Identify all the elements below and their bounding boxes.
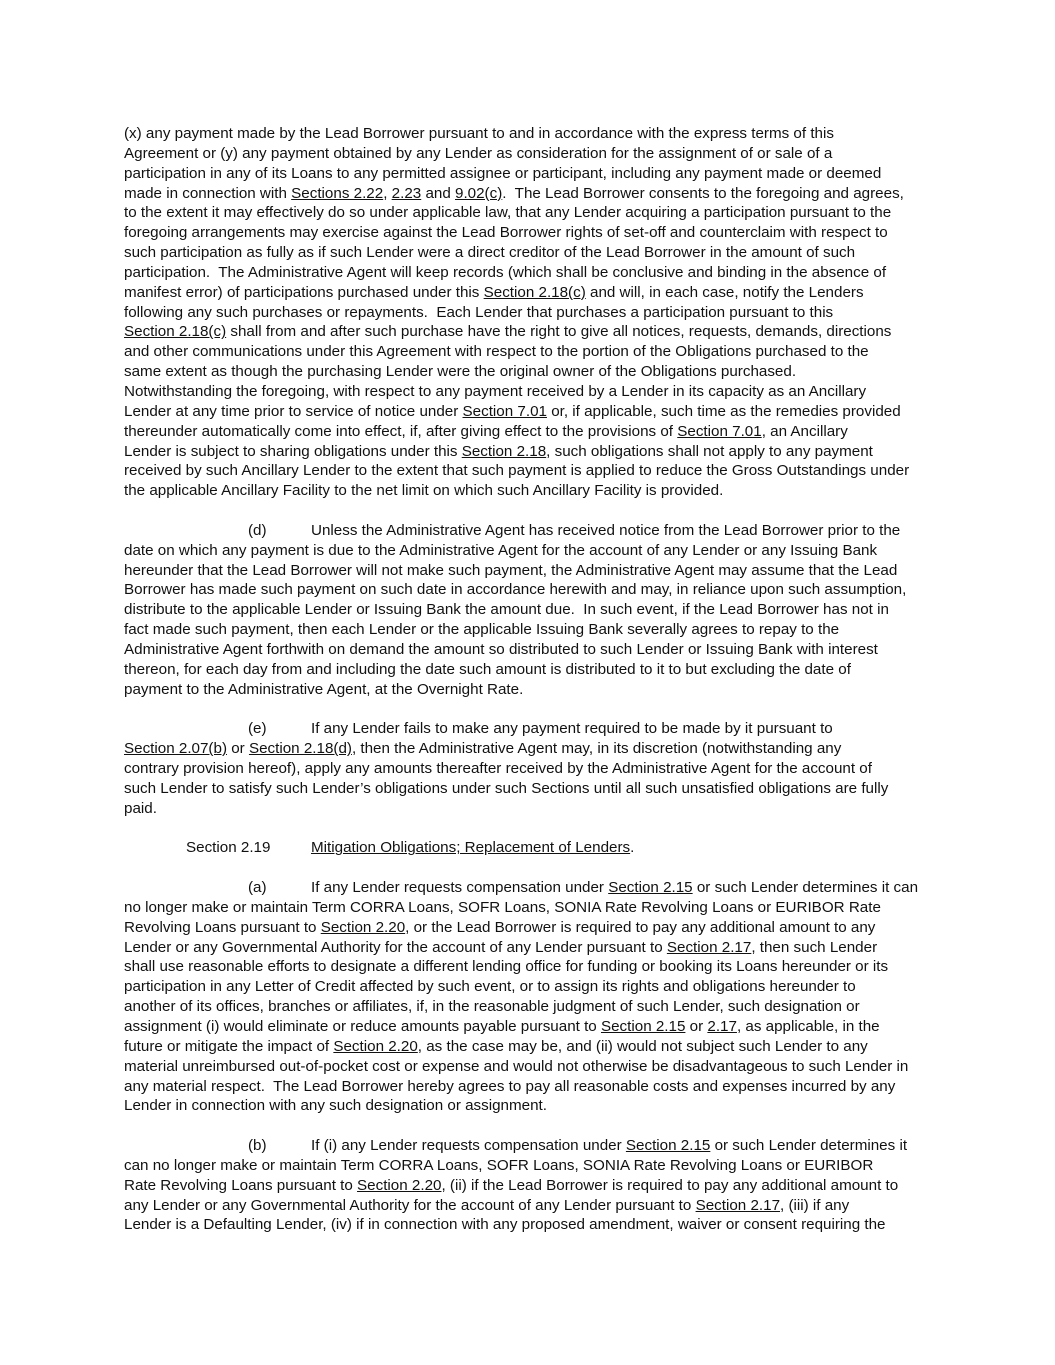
text-run: can no longer make or maintain Term CORRA Loans, SOFR Loans, SONIA Rate Revolving Loans or EURIBOR xyxy=(124,1156,874,1174)
text-run: thereunder automatically come into effect, if, after giving effect to the provisions of xyxy=(124,422,678,440)
document-body xyxy=(124,124,944,1235)
text-run: or xyxy=(227,740,249,758)
text-line xyxy=(124,461,944,481)
text-run: participation in any of its Loans to any permitted assignee or participant, including any payment made or deemed xyxy=(124,164,882,182)
section-reference: Section 2.15 xyxy=(625,1137,711,1155)
text-run: payment to the Administrative Agent, at the Overnight Rate. xyxy=(124,680,524,698)
text-line xyxy=(124,1176,944,1196)
text-run: same extent as though the purchasing Lender were the original owner of the Obligations purchased. xyxy=(124,363,797,381)
text-run: and other communications under this Agreement with respect to the portion of the Obligations purchased to the xyxy=(124,343,869,361)
text-line xyxy=(124,1096,944,1116)
text-line xyxy=(124,541,944,561)
section-reference: Section 2.18(c) xyxy=(483,283,586,301)
text-run: made in connection with xyxy=(124,184,292,202)
section-reference: Section 2.17 xyxy=(695,1196,781,1214)
blank-line xyxy=(124,1116,944,1136)
text-run: following any such purchases or repayments. Each Lender that purchases a participation pursuant to this xyxy=(124,303,834,321)
text-line xyxy=(124,600,944,620)
text-line xyxy=(124,402,944,422)
text-run: If (i) any Lender requests compensation under xyxy=(311,1137,626,1155)
text-run: paid. xyxy=(124,799,157,817)
section-reference: Section 2.15 xyxy=(608,879,693,897)
text-line xyxy=(124,422,944,442)
text-line xyxy=(124,660,944,680)
text-run: the applicable Ancillary Facility to the net limit on which such Ancillary Facility is provided. xyxy=(124,482,724,500)
text-run: any material respect. The Lead Borrower hereby agrees to pay all reasonable costs and expenses incurred by any xyxy=(124,1077,896,1095)
text-line xyxy=(124,561,944,581)
clause-label: (a) xyxy=(248,879,267,897)
text-run: material unreimbursed out-of-pocket cost or expense and would not otherwise be disadvantageous to such Lender in xyxy=(124,1057,909,1075)
text-run: shall use reasonable efforts to designate a different lending office for funding or booking its Loans hereunder or its xyxy=(124,958,889,976)
line-text xyxy=(311,878,918,898)
text-run: If any Lender fails to make any payment required to be made by it pursuant to xyxy=(311,720,833,738)
text-run: Lender or any Governmental Authority for the account of any Lender pursuant to xyxy=(124,938,667,956)
text-run: Unless the Administrative Agent has received notice from the Lead Borrower prior to the xyxy=(311,521,901,539)
section-reference: Section 2.15 xyxy=(600,1017,686,1035)
text-line xyxy=(124,263,944,283)
text-line xyxy=(124,898,944,918)
section-reference: Section 2.17 xyxy=(666,938,752,956)
text-line xyxy=(124,957,944,977)
text-line xyxy=(124,838,944,858)
text-run: or such Lender determines it xyxy=(710,1137,908,1155)
line-text xyxy=(311,838,634,858)
blank-line xyxy=(124,819,944,839)
text-run: , then the Administrative Agent may, in its discretion (notwithstanding any xyxy=(351,740,842,758)
text-run: any Lender or any Governmental Authority for the account of any Lender pursuant to xyxy=(124,1196,696,1214)
text-run: Lender at any time prior to service of notice under xyxy=(124,402,463,420)
text-run: , (ii) if the Lead Borrower is required to pay any additional amount to xyxy=(441,1176,899,1194)
text-run: received by such Ancillary Lender to the extent that such payment is applied to reduce the Gross Outstandings under xyxy=(124,462,910,480)
section-reference: Section 2.20 xyxy=(357,1176,442,1194)
text-line xyxy=(124,164,944,184)
section-reference: Section 2.18 xyxy=(461,442,547,460)
text-run: future or mitigate the impact of xyxy=(124,1037,334,1055)
text-run: , an Ancillary xyxy=(761,422,848,440)
text-line xyxy=(124,1136,944,1156)
text-run: or xyxy=(685,1017,708,1035)
blank-line xyxy=(124,699,944,719)
text-run: to the extent it may effectively do so under applicable law, that any Lender acquiring a participation pursuant to the xyxy=(124,204,892,222)
text-line xyxy=(124,1215,944,1235)
section-reference: Section 2.07(b) xyxy=(124,740,227,758)
text-run: , such obligations shall not apply to any payment xyxy=(546,442,873,460)
section-reference: Section 2.20 xyxy=(320,918,406,936)
text-line xyxy=(124,521,944,541)
text-line xyxy=(124,997,944,1017)
text-line xyxy=(124,878,944,898)
text-run: fact made such payment, then each Lender or the applicable Issuing Bank severally agrees to repay to the xyxy=(124,621,840,639)
section-reference: Mitigation Obligations; Replacement of Lenders xyxy=(311,839,631,857)
text-line xyxy=(124,918,944,938)
section-number: Section 2.19 xyxy=(186,839,271,857)
text-run: , xyxy=(383,184,392,202)
text-line xyxy=(124,799,944,819)
text-run: assignment (i) would eliminate or reduce amounts payable pursuant to xyxy=(124,1017,601,1035)
section-reference: 2.23 xyxy=(391,184,422,202)
section-reference: Section 2.18(d) xyxy=(248,740,352,758)
line-text xyxy=(311,719,833,739)
section-reference: Section 2.20 xyxy=(333,1037,418,1055)
clause-label: (e) xyxy=(248,720,267,738)
text-run: shall from and after such purchase have the right to give all notices, requests, demands, directions xyxy=(226,323,892,341)
text-run: Rate Revolving Loans pursuant to xyxy=(124,1176,358,1194)
text-line xyxy=(124,739,944,759)
text-run: Lender is subject to sharing obligations under this xyxy=(124,442,462,460)
text-line xyxy=(124,1196,944,1216)
text-line xyxy=(124,283,944,303)
line-text xyxy=(311,1136,907,1156)
text-line xyxy=(124,680,944,700)
section-reference: Section 2.18(c) xyxy=(124,323,227,341)
line-text xyxy=(311,521,900,541)
text-run: If any Lender requests compensation under xyxy=(311,879,609,897)
text-run: Borrower has made such payment on such date in accordance herewith and may, in reliance upon such assumption, xyxy=(124,581,907,599)
section-reference: Section 7.01 xyxy=(462,402,547,420)
text-line xyxy=(124,977,944,997)
text-run: Agreement or (y) any payment obtained by any Lender as consideration for the assignment of or sale of a xyxy=(124,144,833,162)
section-reference: Sections 2.22 xyxy=(291,184,384,202)
section-reference: 2.17 xyxy=(707,1017,737,1035)
text-run: Revolving Loans pursuant to xyxy=(124,918,321,936)
blank-line xyxy=(124,858,944,878)
text-run: . The Lead Borrower consents to the foregoing and agrees, xyxy=(502,184,904,202)
section-reference: Section 7.01 xyxy=(677,422,762,440)
text-line xyxy=(124,779,944,799)
text-run: or, if applicable, such time as the remedies provided xyxy=(546,402,901,420)
text-line xyxy=(124,124,944,144)
clause-label: (b) xyxy=(248,1137,267,1155)
text-run: . xyxy=(630,839,635,857)
clause-label: (d) xyxy=(248,521,267,539)
text-run: another of its offices, branches or affiliates, if, in the reasonable judgment of such Lender, such designation or xyxy=(124,998,860,1016)
text-run: , then such Lender xyxy=(751,938,878,956)
text-run: , as applicable, in the xyxy=(736,1017,880,1035)
text-run: and xyxy=(421,184,455,202)
text-run: and will, in each case, notify the Lenders xyxy=(585,283,864,301)
text-run: hereunder that the Lead Borrower will not make such payment, the Administrative Agent may assume that the Lead xyxy=(124,561,898,579)
text-line xyxy=(124,322,944,342)
text-run: (x) any payment made by the Lead Borrower pursuant to and in accordance with the express terms of this xyxy=(124,125,834,142)
text-run: distribute to the applicable Lender or Issuing Bank the amount due. In such event, if the Lead Borrower has not in xyxy=(124,601,889,619)
text-run: date on which any payment is due to the Administrative Agent for the account of any Lender or any Issuing Bank xyxy=(124,541,878,559)
text-line xyxy=(124,243,944,263)
text-line xyxy=(124,759,944,779)
text-line xyxy=(124,620,944,640)
section-reference: 9.02(c) xyxy=(455,184,503,202)
text-run: thereon, for each day from and including the date such amount is distributed to it to but excluding the date of xyxy=(124,660,851,678)
text-line xyxy=(124,938,944,958)
text-line xyxy=(124,1077,944,1097)
text-run: Lender is a Defaulting Lender, (iv) if in connection with any proposed amendment, waiver or consent requiring the xyxy=(124,1216,886,1234)
text-run: , or the Lead Borrower is required to pay any additional amount to any xyxy=(405,918,876,936)
text-line xyxy=(124,481,944,501)
text-line xyxy=(124,382,944,402)
text-run: Notwithstanding the foregoing, with respect to any payment received by a Lender in its capacity as an Ancillary xyxy=(124,382,867,400)
text-line xyxy=(124,362,944,382)
text-line xyxy=(124,1156,944,1176)
text-line xyxy=(124,144,944,164)
text-line xyxy=(124,640,944,660)
text-run: participation. The Administrative Agent will keep records (which shall be conclusive and binding in the absence of xyxy=(124,263,887,281)
text-line xyxy=(124,203,944,223)
text-run: contrary provision hereof), apply any amounts thereafter received by the Administrative Agent for the account of xyxy=(124,760,872,777)
text-line xyxy=(124,342,944,362)
text-run: participation in any Letter of Credit affected by such event, or to assign its rights and obligations hereunder to xyxy=(124,978,856,996)
text-run: foregoing arrangements may exercise against the Lead Borrower rights of set-off and counterclaim with respect to xyxy=(124,224,888,242)
text-line xyxy=(124,223,944,243)
text-run: manifest error) of participations purchased under this xyxy=(124,283,484,301)
text-run: or such Lender determines it can xyxy=(692,879,919,897)
text-run: no longer make or maintain Term CORRA Loans, SOFR Loans, SONIA Rate Revolving Loans or EURIBOR Rate xyxy=(124,898,881,916)
text-run: Administrative Agent forthwith on demand the amount so distributed to such Lender or Issuing Bank with interest xyxy=(124,640,878,658)
text-line xyxy=(124,1057,944,1077)
text-run: such participation as fully as if such Lender were a direct creditor of the Lead Borrower in the amount of such xyxy=(124,244,856,262)
text-run: such Lender to satisfy such Lender’s obligations under such Sections until all such unsatisfied obligations are fully xyxy=(124,779,889,797)
text-line xyxy=(124,580,944,600)
text-line xyxy=(124,303,944,323)
text-line xyxy=(124,442,944,462)
text-line xyxy=(124,1017,944,1037)
text-run: , (iii) if any xyxy=(780,1196,850,1214)
blank-line xyxy=(124,501,944,521)
text-line xyxy=(124,1037,944,1057)
text-line xyxy=(124,184,944,204)
text-run: Lender in connection with any such designation or assignment. xyxy=(124,1097,547,1115)
text-run: , as the case may be, and (ii) would not subject such Lender to any xyxy=(417,1037,868,1055)
text-line xyxy=(124,719,944,739)
